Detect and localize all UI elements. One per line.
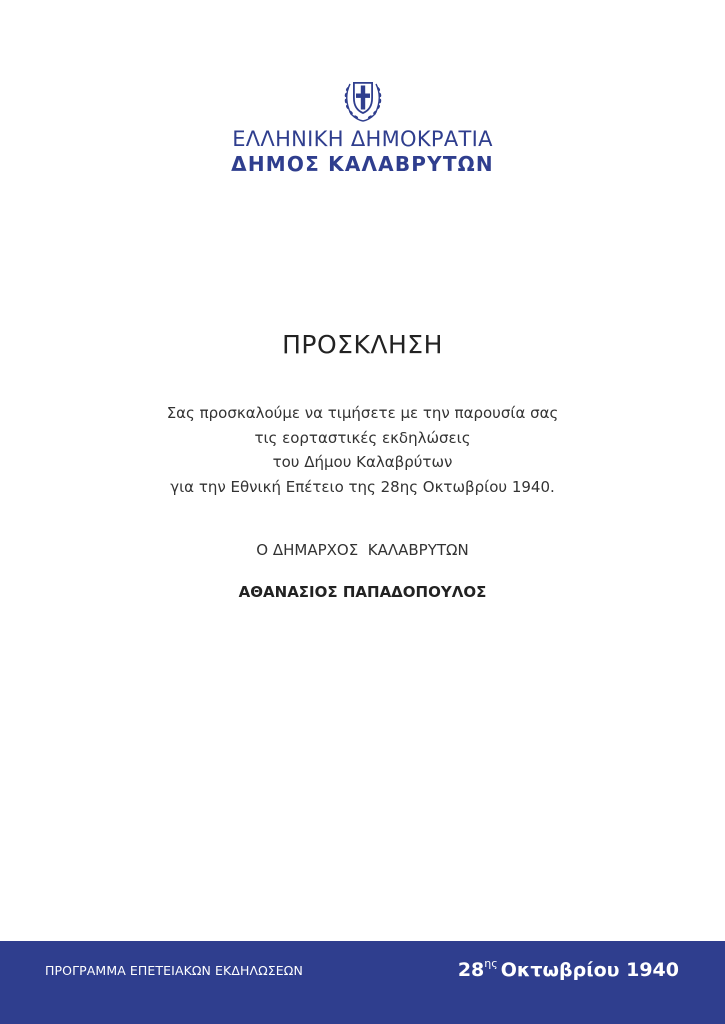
invitation-line: του Δήμου Καλαβρύτων xyxy=(272,453,453,471)
program-label: ΠΡΟΓΡΑΜΜΑ ΕΠΕΤΕΙΑΚΩΝ ΕΚΔΗΛΩΣΕΩΝ xyxy=(45,963,303,978)
org-country-name: ΕΛΛΗΝΙΚΗ ΔΗΜΟΚΡΑΤΙΑ xyxy=(232,127,493,151)
invitation-body xyxy=(0,401,725,499)
greek-coat-of-arms-icon xyxy=(335,74,391,124)
footer-banner xyxy=(0,941,725,1024)
date-month-year: Οκτωβρίου 1940 xyxy=(500,959,679,981)
mayor-title: Ο ΔΗΜΑΡΧΟΣ ΚΑΛΑΒΡΥΤΩΝ xyxy=(256,541,469,559)
letterhead xyxy=(0,74,725,176)
mayor-name: ΑΘΑΝΑΣΙΟΣ ΠΑΠΑΔΟΠΟΥΛΟΣ xyxy=(238,583,487,601)
invitation-line: τις εορταστικές εκδηλώσεις xyxy=(254,428,471,447)
org-municipality-name: ΔΗΜΟΣ ΚΑΛΑΒΡΥΤΩΝ xyxy=(231,152,494,176)
invitation-title: ΠΡΟΣΚΛΗΣΗ xyxy=(282,330,443,359)
anniversary-date xyxy=(458,957,679,981)
invitation-line: Σας προσκαλούμε να τιμήσετε με την παρουσία σας xyxy=(166,404,559,422)
date-ordinal-suffix: ης xyxy=(484,957,498,970)
date-day: 28 xyxy=(457,959,485,981)
invitation-line: για την Εθνική Επέτειο της 28ης Οκτωβρίου 1940. xyxy=(170,477,555,496)
